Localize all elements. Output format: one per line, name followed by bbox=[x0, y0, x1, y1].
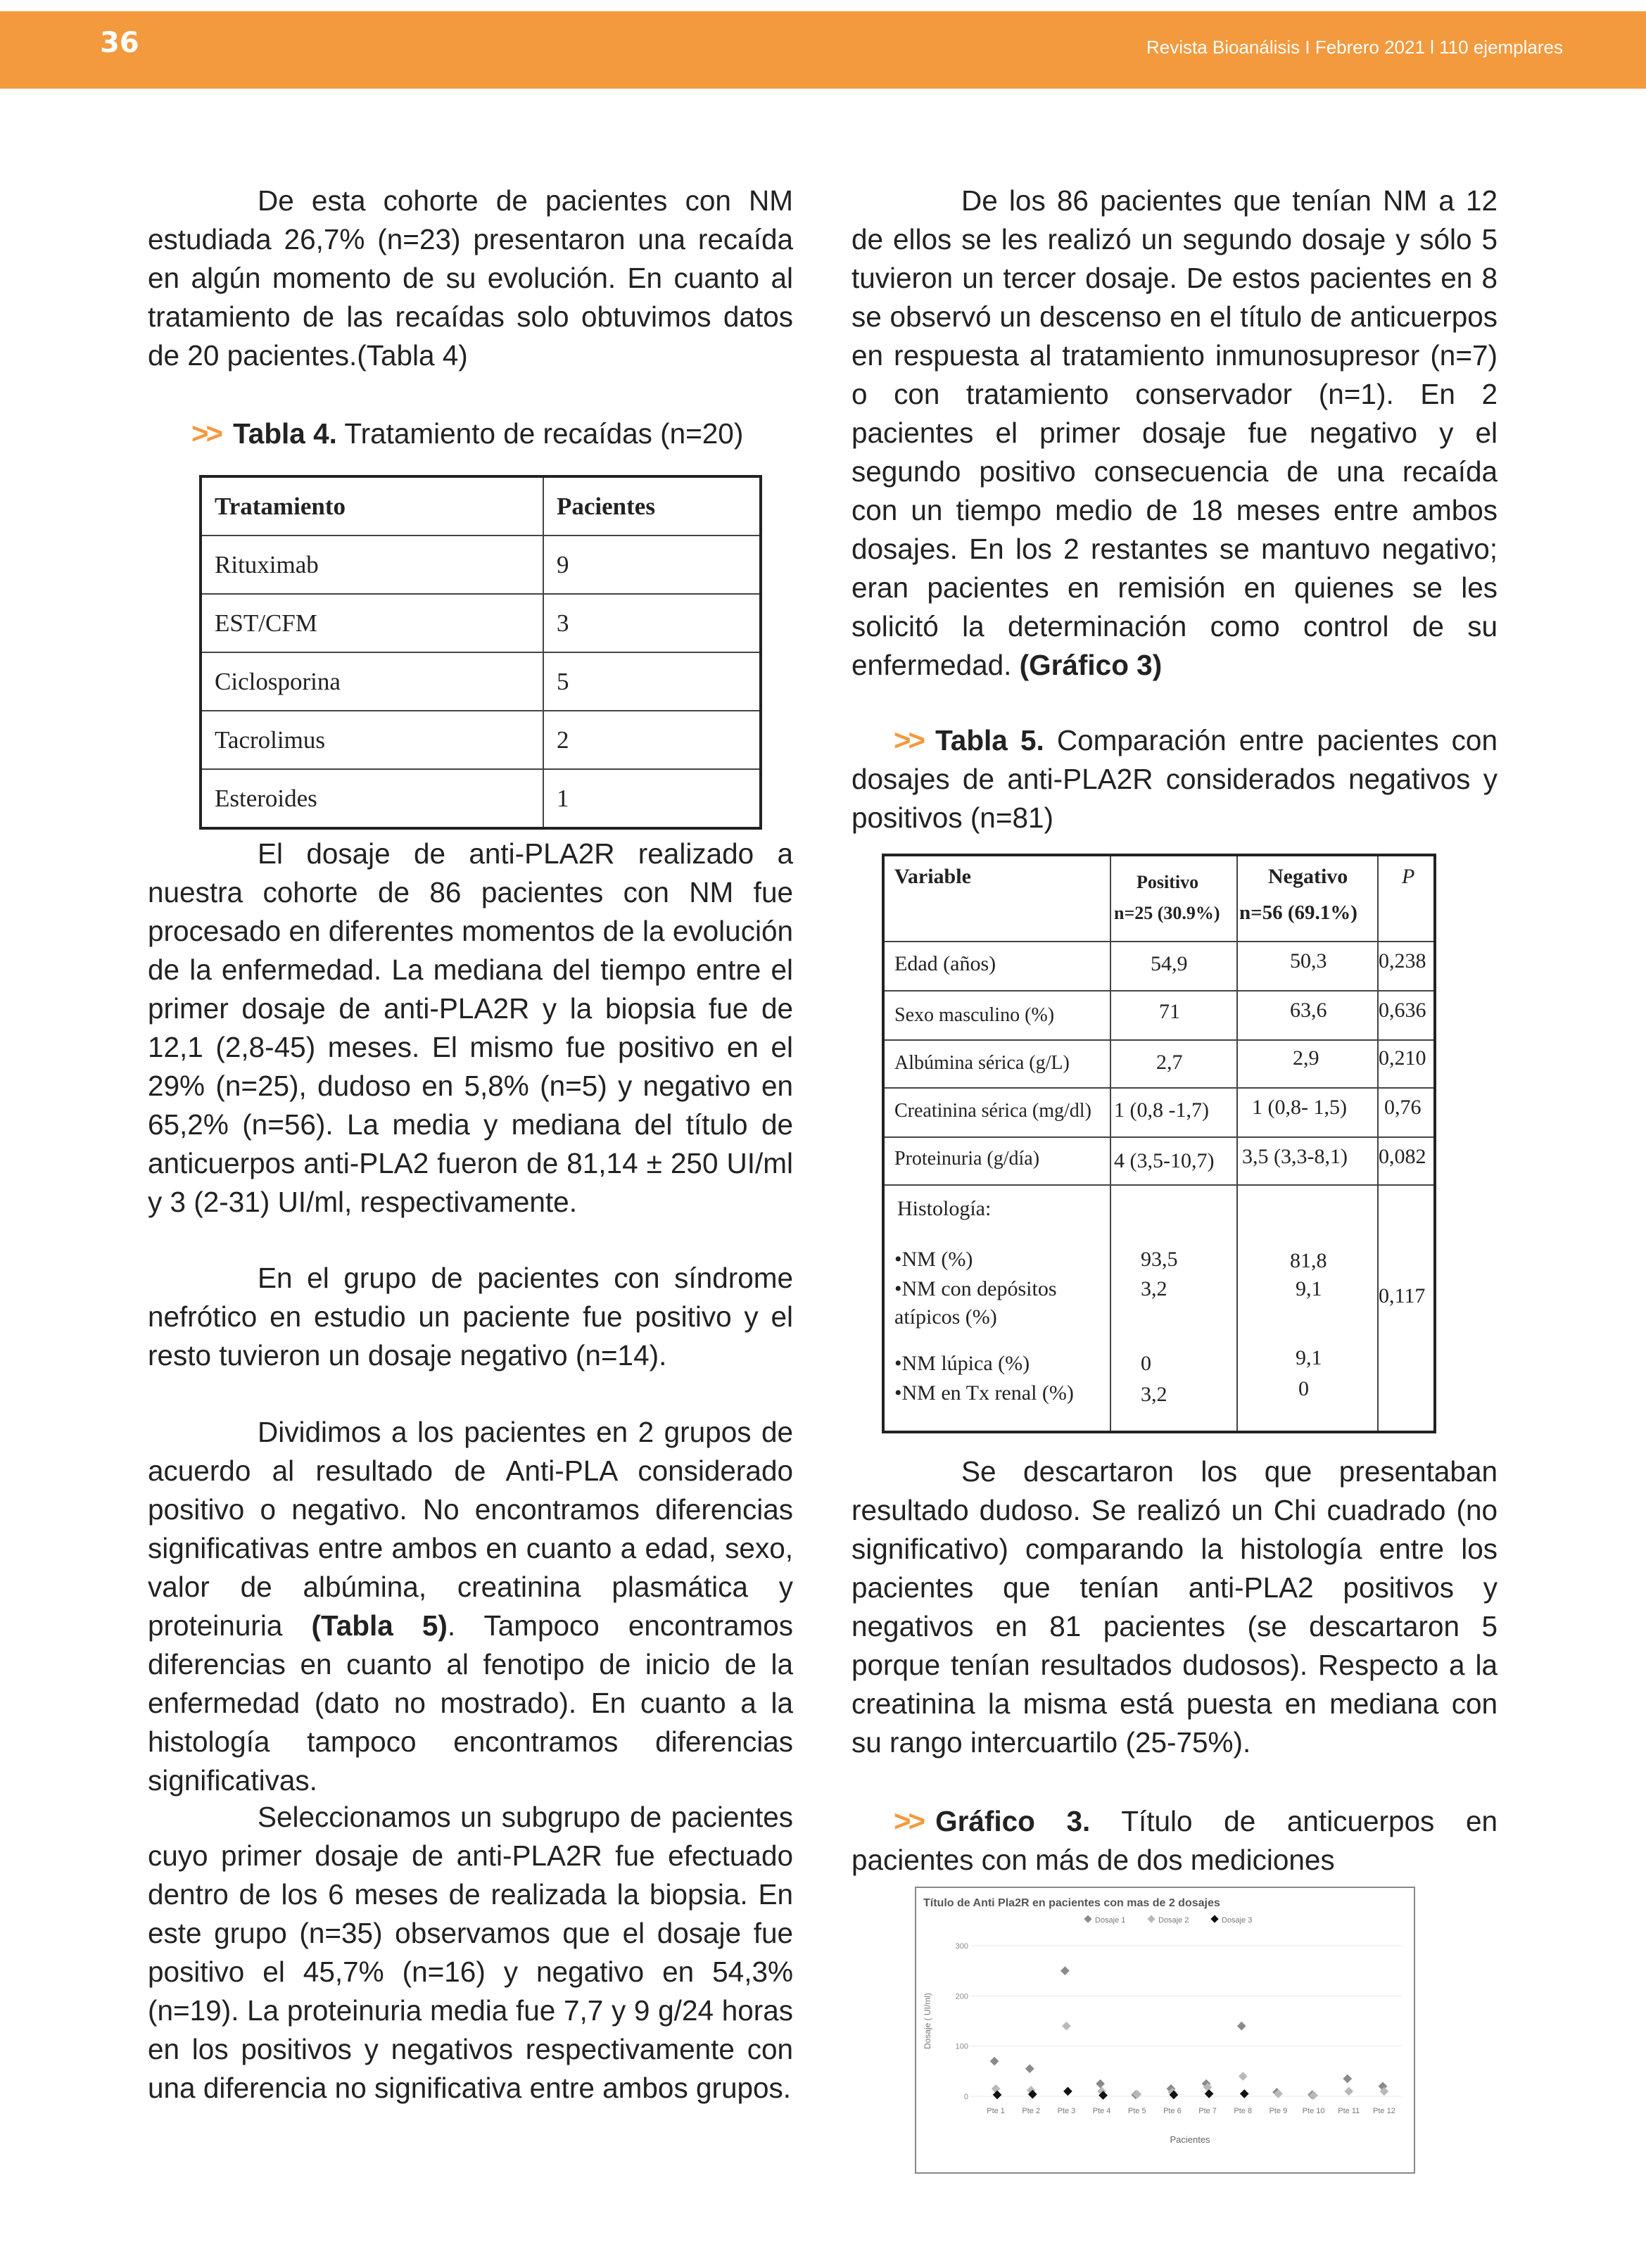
hist-tx: •NM en Tx renal (%) bbox=[894, 1381, 1074, 1405]
legend-marker bbox=[1084, 1915, 1091, 1922]
row-p: 0,76 bbox=[1384, 1096, 1422, 1119]
hist-lupica-pos: 0 bbox=[1141, 1352, 1151, 1375]
row-p: 0,636 bbox=[1379, 999, 1426, 1022]
right-paragraph-1: De los 86 pacientes que tenían NM a 12 de ellos se les realizó un segundo dosaje y sólo 5 tuvieron un tercer dosaje. De estos pacientes en 8 se observó un descenso en el título de anticuerpos en respuesta al tratamiento inmunosupresor (n=7) o con tratamiento conservador (n=1). En 2 pacientes el primer dosaje fue negativo y el segundo positivo consecuencia de una recaída con un tiempo medio de 18 meses entre ambos dosajes. En los 2 restantes se mantuvo negativo; eran pacientes en remisión en quienes se les solicitó la determinación como control de su enfermedad. (Gráfico 3) bbox=[852, 184, 1498, 681]
x-tick-label: Pte 7 bbox=[1198, 2107, 1217, 2115]
left-paragraph-2: El dosaje de anti-PLA2R realizado a nuestra cohorte de 86 pacientes con NM fue procesado en diferentes momentos de la evolución de la enfermedad. La mediana del tiempo entre el primer dosaje de anti-PLA2R y la biopsia fue de 12,1 (2,8-45) meses. El mismo fue positivo en el 29% (n=25), dudoso en 5,8% (n=5) y negativo en 65,2% (n=56). La media y mediana del título de anticuerpos anti-PLA2 fueron de 81,14 ± 250 UI/ml y 3 (2-31) UI/ml, respectivamente. bbox=[148, 837, 793, 1218]
left-paragraph-1: De esta cohorte de pacientes con NM estudiada 26,7% (n=23) presentaron una recaída en algún momento de su evolución. En cuanto al tratamiento de las recaídas solo obtuvimos datos de 20 pacientes.(Tabla 4) bbox=[148, 184, 793, 372]
page-number: 36 bbox=[100, 27, 139, 59]
x-tick-label: Pte 4 bbox=[1092, 2107, 1111, 2115]
legend-entry: Dosaje 2 bbox=[1158, 1916, 1189, 1925]
table-cell: 2 bbox=[543, 711, 761, 769]
row-positivo: 4 (3,5-10,7) bbox=[1114, 1149, 1215, 1172]
data-point bbox=[1344, 2087, 1353, 2096]
table-cell: Ciclosporina bbox=[201, 652, 543, 711]
data-point bbox=[1061, 1966, 1070, 1975]
table-cell: 1 bbox=[543, 769, 761, 828]
graf-3-caption: >> Gráfico 3. Título de anticuerpos en pacientes con más de dos mediciones bbox=[852, 1804, 1498, 1876]
scatter-chart-svg bbox=[916, 1888, 1414, 2172]
data-point bbox=[1343, 2074, 1352, 2084]
chart-title: Título de Anti Pla2R en pacientes con mas de 2 dosajes bbox=[923, 1897, 1220, 1909]
data-point bbox=[1239, 2072, 1248, 2081]
table-4 bbox=[199, 475, 762, 830]
data-point bbox=[1240, 2089, 1249, 2098]
row-p: 0,210 bbox=[1379, 1046, 1426, 1070]
left-paragraph-4: Dividimos a los pacientes en 2 grupos de acuerdo al resultado de Anti-PLA considerado positivo o negativo. No encontramos diferencias significativas entre ambos en cuanto a edad, sexo, valor de albúmina, creatinina plasmática y proteinuria (Tabla 5). Tampoco encontramos diferencias en cuanto al fenotipo de inicio de la enfermedad (dato no mostrado). En cuanto a la histología tampoco encontramos diferencias significativas. bbox=[148, 1416, 794, 1797]
histologia-label: Histología: bbox=[897, 1197, 992, 1220]
row-variable: Edad (años) bbox=[894, 952, 996, 975]
table-cell: EST/CFM bbox=[201, 594, 543, 652]
chevron-icon: >> bbox=[191, 417, 221, 450]
hist-tx-neg: 0 bbox=[1298, 1377, 1309, 1400]
hist-dep: •NM con depósitos bbox=[894, 1277, 1057, 1300]
hist-nm-pos: 93,5 bbox=[1141, 1248, 1178, 1271]
row-variable: Proteinuria (g/día) bbox=[894, 1148, 1040, 1170]
x-tick-label: Pte 1 bbox=[987, 2107, 1005, 2115]
row-negativo: 63,6 bbox=[1290, 999, 1327, 1022]
hist-lupica: •NM lúpica (%) bbox=[894, 1352, 1030, 1375]
y-tick-label: 100 bbox=[955, 2042, 968, 2051]
table-cell: Tacrolimus bbox=[201, 711, 543, 769]
hist-dep-pos: 3,2 bbox=[1141, 1277, 1167, 1300]
hist-dep-neg: 9,1 bbox=[1296, 1277, 1322, 1300]
y-axis-label: Dosaje ( UI/ml) bbox=[923, 1992, 932, 2050]
hist-p: 0,117 bbox=[1379, 1284, 1426, 1307]
chevron-icon: >> bbox=[894, 1804, 923, 1837]
header-negativo-n: n=56 (69.1%) bbox=[1239, 901, 1357, 924]
x-tick-label: Pte 2 bbox=[1022, 2107, 1041, 2115]
row-p: 0,238 bbox=[1379, 949, 1426, 973]
row-positivo: 54,9 bbox=[1151, 952, 1188, 975]
table-cell: 9 bbox=[543, 536, 761, 594]
data-point bbox=[1062, 2022, 1071, 2031]
row-negativo: 2,9 bbox=[1293, 1046, 1319, 1070]
data-point bbox=[990, 2057, 999, 2066]
table-header-cell: Pacientes bbox=[543, 476, 761, 536]
legend-marker bbox=[1210, 1915, 1218, 1922]
table-header-row bbox=[201, 476, 761, 536]
x-tick-label: Pte 12 bbox=[1373, 2107, 1395, 2115]
y-tick-label: 200 bbox=[955, 1992, 968, 2001]
data-point bbox=[1237, 2022, 1246, 2031]
x-tick-label: Pte 3 bbox=[1057, 2107, 1076, 2115]
grafico-3-chart bbox=[915, 1887, 1415, 2174]
data-point bbox=[1063, 2087, 1072, 2096]
x-tick-label: Pte 5 bbox=[1127, 2107, 1146, 2115]
row-negativo: 50,3 bbox=[1290, 949, 1327, 973]
row-p: 0,082 bbox=[1379, 1145, 1426, 1168]
x-tick-label: Pte 10 bbox=[1302, 2107, 1325, 2115]
data-point bbox=[1205, 2089, 1214, 2098]
row-variable: Creatinina sérica (mg/dl) bbox=[894, 1100, 1091, 1122]
header-p: P bbox=[1402, 865, 1415, 888]
data-point bbox=[993, 2090, 1002, 2099]
legend-entry: Dosaje 1 bbox=[1095, 1916, 1126, 1925]
x-axis-label: Pacientes bbox=[1170, 2134, 1210, 2145]
hist-nm-neg: 81,8 bbox=[1290, 1249, 1327, 1272]
table-row bbox=[201, 769, 761, 828]
table-5-caption: >> Tabla 5. Comparación entre pacientes con dosajes de anti-PLA2R considerados negativos y positivos (n=81) bbox=[852, 723, 1498, 834]
table-row bbox=[201, 652, 761, 711]
table-5 bbox=[882, 854, 1436, 1433]
table-row bbox=[201, 594, 761, 652]
legend-entry: Dosaje 3 bbox=[1222, 1916, 1253, 1925]
table-cell: Rituximab bbox=[201, 536, 543, 594]
data-point bbox=[1025, 2064, 1034, 2073]
left-paragraph-5: Seleccionamos un subgrupo de pacientes cuyo primer dosaje de anti-PLA2R fue efectuado dentro de los 6 meses de realizada la biopsia. En este grupo (n=35) observamos que el dosaje fue positivo el 45,7% (n=16) y negativo en 54,3% (n=19). La proteinuria media fue 7,7 y 9 g/24 horas en los positivos y negativos respectivamente con una diferencia no significativa entre ambos grupos. bbox=[148, 1801, 793, 2104]
left-paragraph-3: En el grupo de pacientes con síndrome nefrótico en estudio un paciente fue positivo y el resto tuvieron un dosaje negativo (n=14). bbox=[148, 1262, 793, 1371]
table-4-caption: >> Tabla 4. Tratamiento de recaídas (n=20) bbox=[191, 417, 744, 450]
x-tick-label: Pte 6 bbox=[1163, 2107, 1182, 2115]
row-variable: Sexo masculino (%) bbox=[894, 1004, 1055, 1026]
hist-tx-pos: 3,2 bbox=[1141, 1383, 1167, 1406]
header-positivo-n: n=25 (30.9%) bbox=[1114, 903, 1220, 923]
y-tick-label: 0 bbox=[963, 2093, 968, 2101]
header-positivo: Positivo bbox=[1137, 872, 1199, 892]
y-tick-label: 300 bbox=[955, 1942, 968, 1951]
row-negativo: 3,5 (3,3-8,1) bbox=[1242, 1145, 1348, 1168]
chevron-icon: >> bbox=[894, 723, 923, 756]
legend-marker bbox=[1147, 1915, 1155, 1922]
x-tick-label: Pte 9 bbox=[1269, 2107, 1288, 2115]
x-tick-label: Pte 8 bbox=[1234, 2107, 1253, 2115]
row-positivo: 71 bbox=[1159, 1000, 1180, 1023]
data-point bbox=[1096, 2079, 1105, 2089]
table-cell: 5 bbox=[543, 652, 761, 711]
row-negativo: 1 (0,8- 1,5) bbox=[1252, 1096, 1347, 1119]
row-variable: Albúmina sérica (g/L) bbox=[894, 1052, 1070, 1074]
table-row bbox=[201, 711, 761, 769]
header-variable: Variable bbox=[894, 865, 971, 888]
table-header-cell: Tratamiento bbox=[201, 476, 543, 536]
header-negativo: Negativo bbox=[1268, 865, 1348, 888]
table-cell: Esteroides bbox=[201, 769, 543, 828]
hist-lupica-neg: 9,1 bbox=[1296, 1346, 1322, 1369]
table-row bbox=[201, 536, 761, 594]
row-positivo: 2,7 bbox=[1156, 1051, 1183, 1074]
hist-dep-2: atípicos (%) bbox=[894, 1305, 997, 1329]
row-positivo: 1 (0,8 -1,7) bbox=[1114, 1098, 1209, 1122]
x-tick-label: Pte 11 bbox=[1338, 2107, 1360, 2115]
table-cell: 3 bbox=[543, 594, 761, 652]
publication-info: Revista Bioanálisis I Febrero 2021 l 110 ejemplares bbox=[1146, 37, 1563, 58]
right-paragraph-2: Se descartaron los que presentaban resultado dudoso. Se realizó un Chi cuadrado (no significativo) comparando la histología entre los pacientes que tenían anti-PLA2 positivos y negativos en 81 pacientes (se descartaron 5 porque tenían resultados dudosos). Respecto a la creatinina la misma está puesta en mediana con su rango intercuartilo (25-75%). bbox=[852, 1455, 1498, 1759]
hist-nm: •NM (%) bbox=[894, 1248, 973, 1271]
